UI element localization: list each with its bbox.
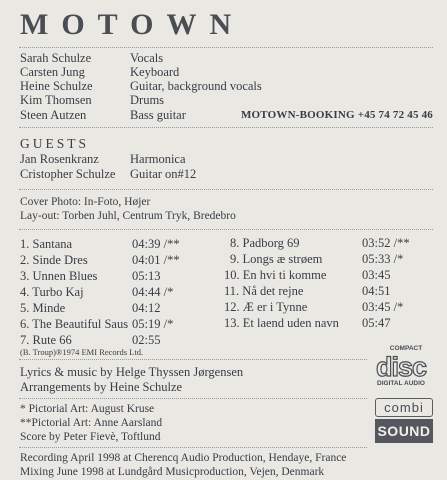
track-item xyxy=(230,252,403,267)
cover-photo-credit: Cover Photo: In-Foto, Højer xyxy=(20,196,151,208)
track-item xyxy=(224,300,403,315)
track-title: 12. Æ er i Tynne xyxy=(224,300,308,314)
art-credit: * Pictorial Art: August Kruse xyxy=(20,403,155,415)
copyright-note: (B. Troup)®1974 EMI Records Ltd. xyxy=(20,347,144,357)
track-title: 5. Minde xyxy=(20,301,66,315)
track-title: 4. Turbo Kaj xyxy=(20,285,84,299)
track-item xyxy=(20,237,180,252)
combi-sound-logo xyxy=(375,398,433,448)
track-title: 7. Rute 66 xyxy=(20,333,72,347)
track-title: 3. Unnen Blues xyxy=(20,269,98,283)
arrangements-credit: Arrangements by Heine Schulze xyxy=(20,380,183,394)
member-role: Vocals xyxy=(130,51,164,65)
track-time: 04:39 /** xyxy=(132,237,180,251)
track-item xyxy=(20,333,160,348)
track-time: 04:12 xyxy=(132,301,161,315)
guests-heading: GUESTS xyxy=(20,136,90,151)
member-name: Kim Thomsen xyxy=(20,93,92,107)
logo-compact-text: COMPACT xyxy=(389,345,423,352)
logo-digital-audio-text: DIGITAL AUDIO xyxy=(377,380,425,387)
booking-contact: MOTOWN-BOOKING +45 74 72 45 46 xyxy=(240,109,433,121)
track-title: 10. En hvi ti komme xyxy=(224,268,327,282)
member-name: Steen Autzen xyxy=(20,108,87,122)
guest-name: Jan Rosenkranz xyxy=(20,152,99,166)
track-item xyxy=(20,253,180,268)
lyrics-credit: Lyrics & music by Helge Thyssen Jørgensen xyxy=(20,365,244,379)
layout-credit: Lay-out: Torben Juhl, Centrum Tryk, Bredebro xyxy=(20,210,236,222)
track-time: 05:13 xyxy=(132,269,161,283)
track-item xyxy=(20,301,160,316)
track-item xyxy=(224,268,390,283)
album-title: MOTOWN xyxy=(20,8,245,41)
logo-disc-text: disc xyxy=(375,352,427,382)
track-time: 02:55 xyxy=(132,333,161,347)
mixing-credit: Mixing June 1998 at Lundgård Musicproduction, Vejen, Denmark xyxy=(20,466,325,478)
track-title: 11. Nå det rejne xyxy=(224,284,304,298)
combi-label: combi xyxy=(375,398,433,417)
guest-row xyxy=(20,152,186,167)
divider xyxy=(19,127,433,128)
track-title: 8. Padborg 69 xyxy=(230,236,300,250)
member-row xyxy=(20,93,164,108)
track-item xyxy=(224,284,390,299)
member-name: Heine Schulze xyxy=(20,79,93,93)
divider xyxy=(19,229,433,230)
track-time: 04:44 /* xyxy=(132,285,174,299)
track-time: 04:51 xyxy=(362,284,391,298)
track-time: 03:45 xyxy=(362,268,391,282)
divider xyxy=(19,398,367,399)
track-title: 9. Longs æ strøem xyxy=(230,252,323,266)
art-credit: **Pictorial Art: Anne Aarsland xyxy=(20,417,163,429)
score-credit: Score by Peter Fievè, Toftlund xyxy=(20,431,161,443)
member-row xyxy=(20,108,186,123)
track-item xyxy=(20,269,160,284)
track-title: 6. The Beautiful Saus xyxy=(20,317,129,331)
member-name: Sarah Schulze xyxy=(20,51,92,65)
member-name: Carsten Jung xyxy=(20,65,85,79)
divider xyxy=(19,189,433,190)
member-role: Bass guitar xyxy=(130,108,186,122)
member-row xyxy=(20,65,179,80)
member-role: Guitar, background vocals xyxy=(130,79,262,93)
compact-disc-logo xyxy=(370,343,432,387)
recording-credit: Recording April 1998 at Cherencq Audio Production, Hendaye, France xyxy=(20,452,347,464)
guest-row xyxy=(20,167,196,182)
divider xyxy=(19,359,367,360)
track-time: 04:01 /** xyxy=(132,253,180,267)
member-role: Keyboard xyxy=(130,65,180,79)
track-time: 03:52 /** xyxy=(362,236,410,250)
track-item xyxy=(20,285,173,300)
track-title: 13. Et laend uden navn xyxy=(224,316,339,330)
track-time: 03:45 /* xyxy=(362,300,404,314)
guest-role: Guitar on#12 xyxy=(130,167,197,181)
track-item xyxy=(20,317,173,332)
member-role: Drums xyxy=(130,93,165,107)
sound-label: SOUND xyxy=(375,419,433,443)
member-row xyxy=(20,79,262,94)
divider xyxy=(19,447,367,448)
track-time: 05:47 xyxy=(362,316,391,330)
track-time: 05:19 /* xyxy=(132,317,174,331)
guest-name: Cristopher Schulze xyxy=(20,167,116,181)
guest-role: Harmonica xyxy=(130,152,186,166)
track-item xyxy=(230,236,410,251)
divider xyxy=(19,47,433,48)
member-row xyxy=(20,51,163,66)
track-title: 2. Sinde Dres xyxy=(20,253,88,267)
track-title: 1. Santana xyxy=(20,237,73,251)
track-item xyxy=(224,316,390,331)
track-time: 05:33 /* xyxy=(362,252,404,266)
